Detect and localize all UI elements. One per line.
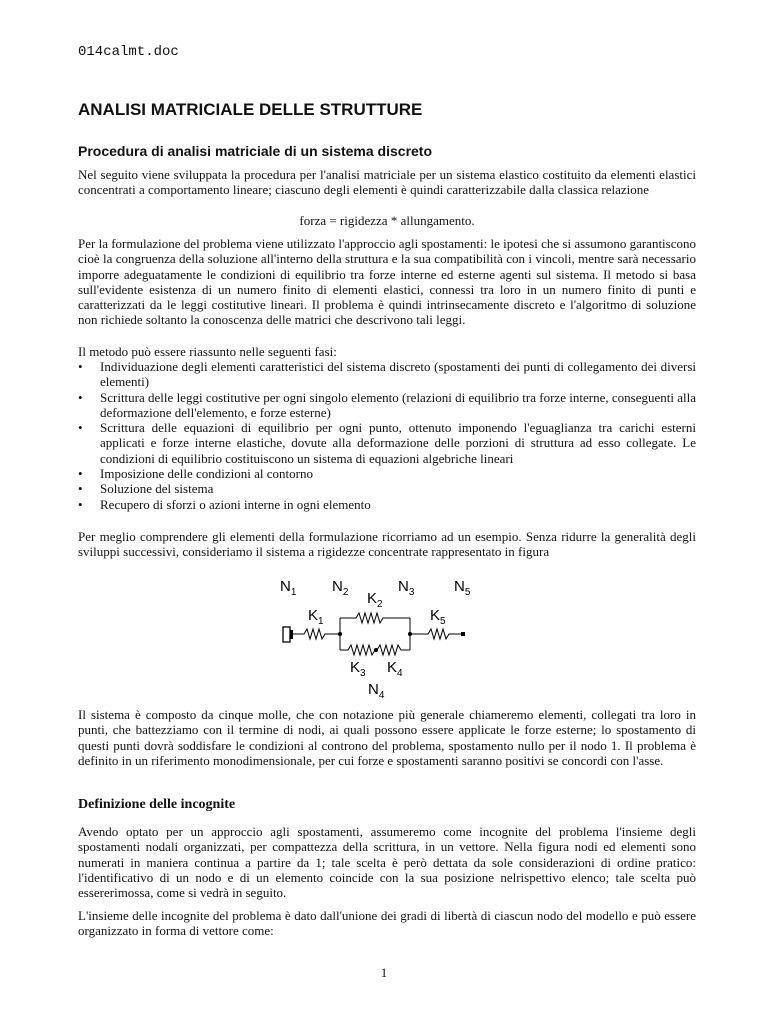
- phase-item: • Imposizione delle condizioni al contorno: [78, 466, 696, 481]
- phase-item: • Soluzione del sistema: [78, 481, 696, 496]
- spring-k1: [293, 629, 340, 639]
- unknowns-heading: Definizione delle incognite: [78, 797, 236, 812]
- spring-label-k1: $K_1$: [308, 607, 324, 627]
- page-number: 1: [380, 965, 388, 980]
- document-filename: 014calmt.doc: [78, 44, 179, 60]
- node-dot-n5: [461, 632, 465, 636]
- node-label-n1: $N_1$: [280, 578, 297, 598]
- phases-list: [78, 359, 696, 512]
- spring-k5: [410, 629, 462, 639]
- example-intro-paragraph: Per meglio comprendere gli elementi della formulazione ricorriamo ad un esempio. Senza ridurre la generalità degli sviluppi successivi, consideriamo il sistema a rigidezze concentrate rappresentato in figura: [78, 529, 696, 560]
- support-plate: [290, 630, 293, 639]
- spring-label-k4: $K_4$: [387, 659, 403, 679]
- node-label-n4: $N_4$: [368, 681, 385, 700]
- phase-item: • Scrittura delle equazioni di equilibrio per ogni punto, ottenuto imponendo l'eguaglianza tra carichi esterni applicati e forze interne elastiche, dovute alla deformazione delle porzioni di struttura ad esso collegate. Le condizioni di equilibrio costituiscono un sistema di equazioni algebriche lineari: [78, 420, 696, 466]
- phase-item: • Scrittura delle leggi costitutive per ogni singolo elemento (relazioni di equilibrio tra forze interne, conseguenti alla deformazione dell'elemento, e forze esterne): [78, 390, 696, 421]
- spring-k2: [340, 613, 410, 623]
- intro-paragraph: Nel seguito viene sviluppata la procedura per l'analisi matriciale per un sistema elastico costituito da elementi elastici concentrati a comportamento lineare; ciascuno degli elementi è quindi caratterizzabile dalla classica relazione: [78, 167, 696, 198]
- spring-label-k2: $K_2$: [367, 590, 383, 610]
- spring-label-k5: $K_5$: [430, 607, 446, 627]
- document-title: ANALISI MATRICIALE DELLE STRUTTURE: [78, 100, 423, 119]
- spring-label-k3: $K_3$: [350, 659, 366, 679]
- spring-k3: [340, 645, 375, 655]
- method-intro: Il metodo può essere riassunto nelle seguenti fasi:: [78, 344, 337, 359]
- phase-item: • Recupero di sforzi o azioni interne in ogni elemento: [78, 497, 696, 512]
- formulation-paragraph: Per la formulazione del problema viene utilizzato l'approccio agli spostamenti: le ipotesi che si assumono garantiscono cioè la congruenza della soluzione all'interno della struttura e la sua compatibilità con i vincoli, mentre sarà necessario imporre adeguatamente le condizioni di equilibrio tra forze interne ed esterne agenti sul sistema. Il metodo si basa sull'evidente esistenza di un numero finito di elementi elastici, connessi tra loro in un numero finito di punti e caratterizzati da le leggi costitutive lineari. Il problema è quindi intrinsecamente discreto e l'algoritmo di soluzione non richiede soltanto la conoscenza delle matrici che descrivono tali leggi.: [78, 236, 696, 328]
- node-label-n3: $N_3$: [398, 578, 415, 598]
- phase-item: • Individuazione degli elementi caratteristici del sistema discreto (spostamenti dei punti di collegamento dei diversi elementi): [78, 359, 696, 390]
- node-label-n5: $N_5$: [454, 578, 471, 598]
- node-dot-n2: [338, 632, 342, 636]
- unknowns-vector-paragraph: L'insieme delle incognite del problema è dato dall'unione dei gradi di libertà di ciascun nodo del modello e può essere organizzato in forma di vettore come:: [78, 908, 696, 939]
- section-subtitle: Procedura di analisi matriciale di un sistema discreto: [78, 143, 433, 159]
- node-label-n2: $N_2$: [332, 578, 349, 598]
- spring-k4: [377, 645, 410, 655]
- system-description-paragraph: Il sistema è composto da cinque molle, che con notazione più generale chiameremo elementi, collegati tra loro in punti, che battezziamo con il termine di nodi, ai quali possono essere applicate le forze esterne; lo spostamento di questi punti dovrà soddisfare le condizioni al controno del problema, spostamento nullo per il nodo 1. Il problema è definito in un riferimento monodimensionale, per cui forze e spostamenti saranno positivi se concordi con l'asse.: [78, 707, 696, 768]
- fixed-support: [283, 627, 290, 642]
- formula-line: forza = rigidezza * allungamento.: [299, 213, 475, 228]
- unknowns-paragraph: Avendo optato per un approccio agli spostamenti, assumeremo come incognite del problema l'insieme degli spostamenti nodali organizzati, per compattezza della scrittura, in un vettore. Nella figura nodi ed elementi sono numerati in maniera continua a partire da 1; tale scelta è però dettata da sole considerazioni di ordine pratico: l'identificativo di un nodo e di un elemento coincide con la sua posizione nelrispettivo elenco; tale scelta può essererimossa, come si vedrà in seguito.: [78, 824, 696, 901]
- spring-system-diagram: [270, 570, 490, 700]
